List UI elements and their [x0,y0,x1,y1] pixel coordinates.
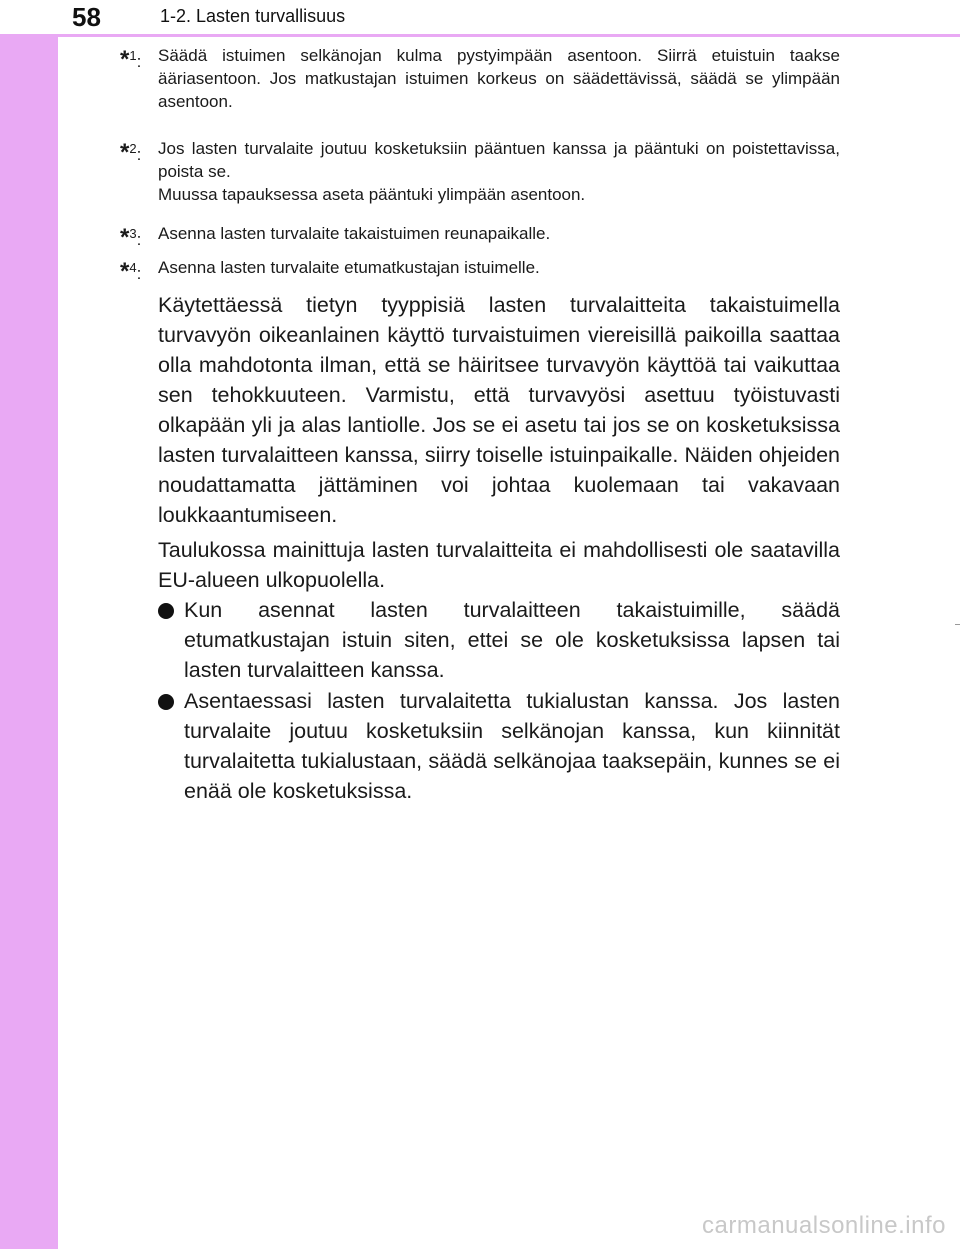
footnote-marker: *$^3$: [120,224,142,251]
header-divider [0,34,960,37]
page-number: 58 [72,2,101,32]
body-paragraph: Taulukossa mainittuja lasten turvalaitteita ei mahdollisesti ole saatavilla EU-alueen ulkopuolella. [158,538,840,592]
footnote-4 [120,256,840,285]
page-header [0,0,960,34]
bullet-item [158,595,840,685]
footnote-text: Asenna lasten turvalaite takaistuimen reunapaikalle. [158,224,551,243]
edge-tick [955,624,960,625]
bullet-item [158,686,840,806]
bullet-dot-icon [158,694,174,710]
bullet-text: Asentaessasi lasten turvalaitetta tukialustan kanssa. Jos lasten turvalaite joutuu kosketuksiin selkänojan kanssa, kun kiinnität turvalaitetta tukialustaan, säädä selkänojaa taaksepäin, kunnes se ei enää ole kosketuksissa. [184,689,840,803]
footnote-text: Jos lasten turvalaite joutuu kosketuksiin pääntuen kanssa ja pääntuki on poistettavissa, poista se. [158,139,840,181]
footnote-text: Säädä istuimen selkänojan kulma pystyimpään asentoon. Siirrä etuistuin taakse ääriasentoon. Jos matkustajan istuimen korkeus on säädettävissä, säädä se ylimpään asentoon. [158,46,840,111]
bullet-text: Kun asennat lasten turvalaitteen takaistuimille, säädä etumatkustajan istuin siten, ettei se ole kosketuksissa lapsen tai lasten turvalaitteen kanssa. [184,598,840,682]
footnote-2 [120,137,840,206]
footnote-marker: *$^1$: [120,46,142,73]
footnote-text: Muussa tapauksessa aseta pääntuki ylimpään asentoon. [158,185,586,204]
left-margin-band [0,0,58,1249]
footnote-marker: *$^2$: [120,139,142,166]
footnote-marker: *$^4$: [120,258,142,285]
watermark: carmanualsonline.info [702,1212,946,1239]
footnote-3 [120,222,840,251]
bullet-dot-icon [158,603,174,619]
footnote-text: Asenna lasten turvalaite etumatkustajan istuimelle. [158,258,540,277]
body-paragraph: Käytettäessä tietyn tyyppisiä lasten turvalaitteita takaistuimella turvavyön oikeanlainen käyttö turvaistuimen viereisillä paikoilla saattaa olla mahdotonta ilman, että se häiritsee turvavyön käyttöä tai vaikuttaa sen tehokkuuteen. Varmistu, että turvavyösi asettuu työistuvasti olkapään yli ja alas lantiolle. Jos se ei asetu tai jos se on kosketuksissa lasten turvalaitteen kanssa, siirry toiselle istuinpaikalle. Näiden ohjeiden noudattamatta jättäminen voi johtaa kuolemaan tai vakavaan loukkaantumiseen. [158,293,840,527]
section-title: 1-2. Lasten turvallisuus [160,6,346,26]
footnote-1 [120,44,840,113]
